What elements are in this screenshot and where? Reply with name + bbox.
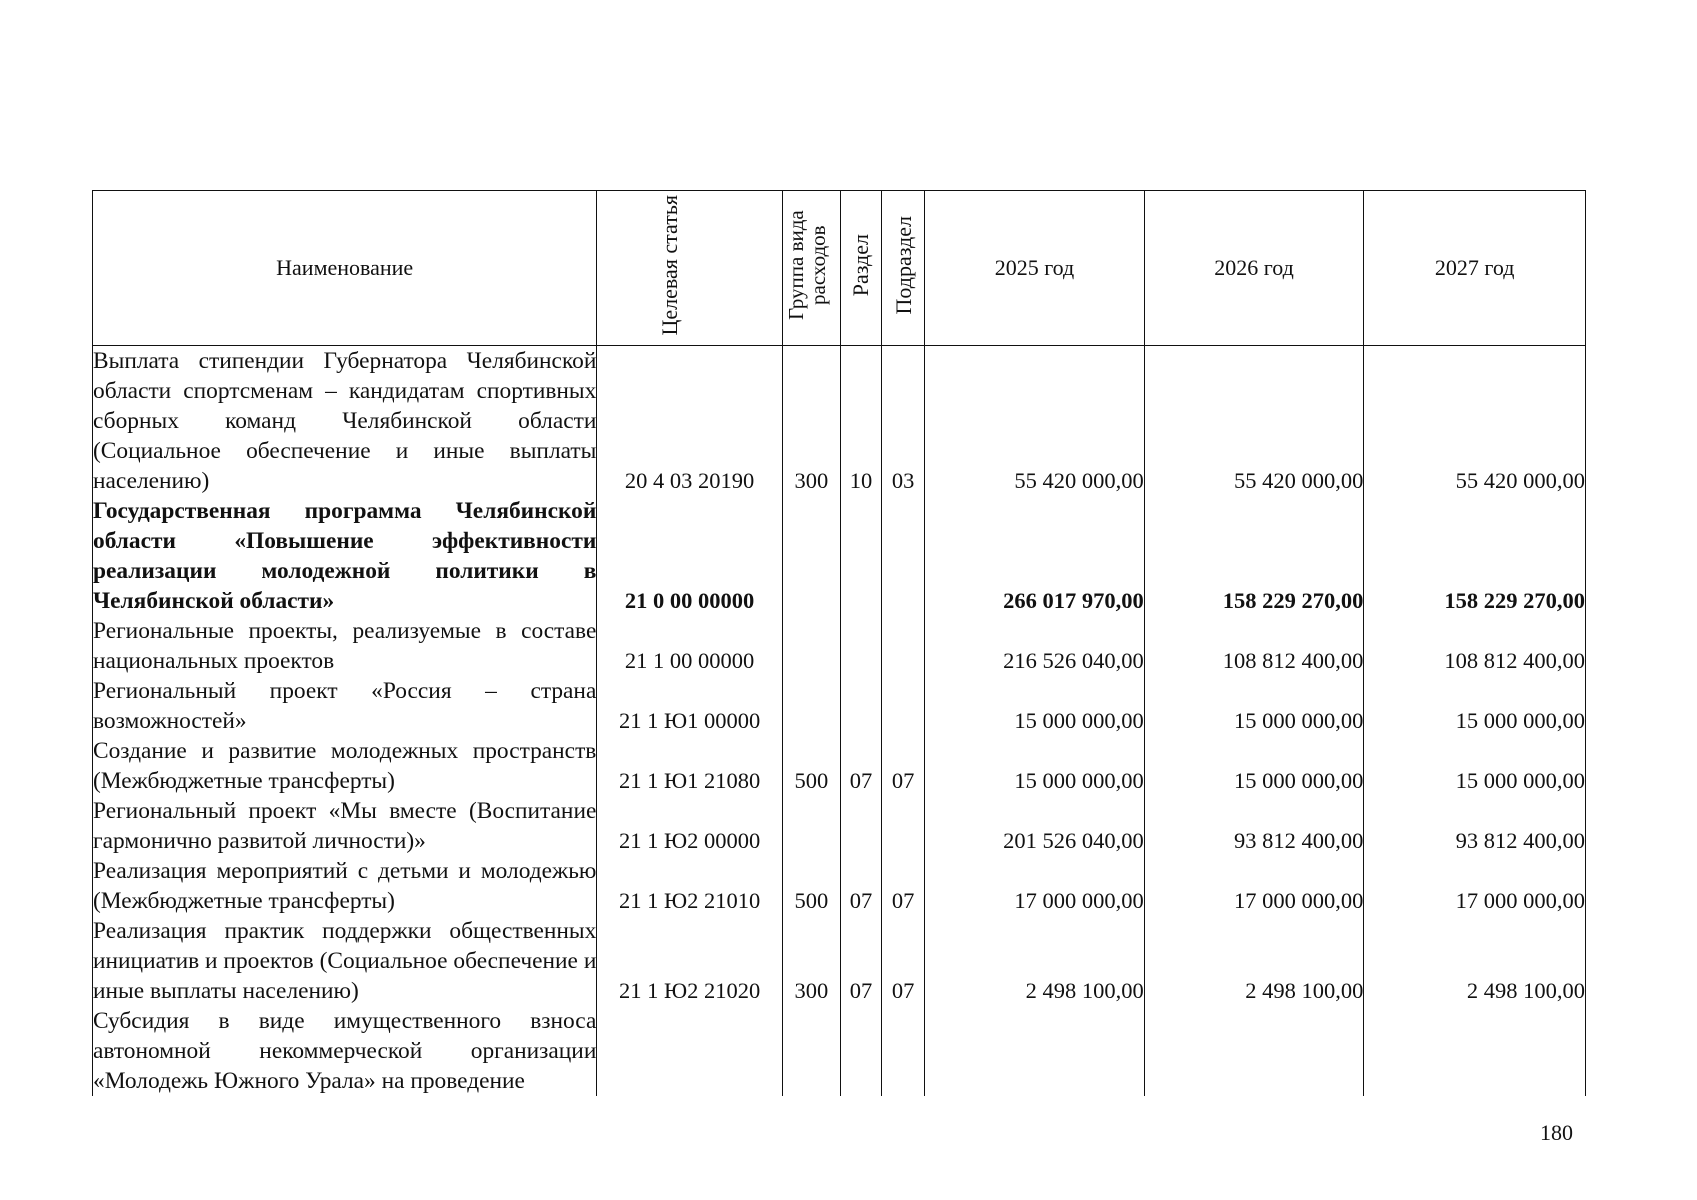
row-2025: 2 498 100,00: [925, 916, 1145, 1006]
row-subsection: 07: [882, 856, 925, 916]
row-name: Региональный проект «Россия – страна возможностей»: [93, 678, 597, 734]
row-target-article: 21 1 Ю2 00000: [597, 796, 782, 856]
row-section: [840, 796, 881, 856]
row-2025: 55 420 000,00: [925, 346, 1145, 497]
row-name: Реализация практик поддержки общественных инициатив и проектов (Социальное обеспечение и иные выплаты населению): [93, 918, 597, 1004]
header-expense-group-label: Группа вида расходов: [784, 210, 831, 320]
row-target-article: 21 1 Ю2 21010: [597, 856, 782, 916]
table-row: [93, 796, 1586, 856]
header-expense-group: [782, 191, 840, 346]
page-number: 180: [1540, 1120, 1573, 1145]
header-2027: 2027 год: [1364, 191, 1586, 346]
row-2026: 55 420 000,00: [1144, 346, 1364, 497]
row-2025: 201 526 040,00: [925, 796, 1145, 856]
table-row: [93, 736, 1586, 796]
row-section: [840, 676, 881, 736]
row-name: Региональный проект «Мы вместе (Воспитание гармонично развитой личности)»: [93, 798, 597, 854]
header-section: [840, 191, 881, 346]
row-subsection: 03: [882, 346, 925, 497]
row-expense-group: 300: [782, 346, 840, 497]
row-2027: 108 812 400,00: [1364, 616, 1586, 676]
row-section: [840, 496, 881, 616]
row-2026: 15 000 000,00: [1144, 736, 1364, 796]
row-subsection: [882, 496, 925, 616]
row-2025: 266 017 970,00: [925, 496, 1145, 616]
table-row: [93, 676, 1586, 736]
header-target-article-label: Целевая статья: [656, 194, 682, 336]
row-2027: 93 812 400,00: [1364, 796, 1586, 856]
table-row: [93, 856, 1586, 916]
header-name: Наименование: [93, 191, 597, 346]
row-section: 10: [840, 346, 881, 497]
table-header-row: [93, 191, 1586, 346]
header-target-article: [597, 191, 782, 346]
row-2026: 15 000 000,00: [1144, 676, 1364, 736]
row-2025: 216 526 040,00: [925, 616, 1145, 676]
row-2025: [925, 1006, 1145, 1096]
row-2026: 108 812 400,00: [1144, 616, 1364, 676]
row-2026: 17 000 000,00: [1144, 856, 1364, 916]
row-2027: 15 000 000,00: [1364, 676, 1586, 736]
row-section: 07: [840, 916, 881, 1006]
header-2026: 2026 год: [1144, 191, 1364, 346]
row-subsection: 07: [882, 736, 925, 796]
header-subsection-label: Подраздел: [890, 215, 916, 315]
row-name: Выплата стипендии Губернатора Челябинской области спортсменам – кандидатам спортивных сборных команд Челябинской области (Социальное обеспечение и иные выплаты населению): [93, 346, 597, 497]
row-2025: 17 000 000,00: [925, 856, 1145, 916]
row-expense-group: 500: [782, 736, 840, 796]
row-expense-group: 500: [782, 856, 840, 916]
row-expense-group: [782, 1006, 840, 1096]
row-expense-group: 300: [782, 916, 840, 1006]
header-section-label: Раздел: [848, 233, 874, 297]
table-row: [93, 1006, 1586, 1096]
row-2026: 158 229 270,00: [1144, 496, 1364, 616]
table-row: [93, 496, 1586, 616]
row-2027: 55 420 000,00: [1364, 346, 1586, 497]
row-2026: 2 498 100,00: [1144, 916, 1364, 1006]
row-subsection: [882, 676, 925, 736]
row-name: Реализация мероприятий с детьми и молодежью (Межбюджетные трансферты): [93, 858, 597, 914]
row-2027: 2 498 100,00: [1364, 916, 1586, 1006]
row-section: 07: [840, 736, 881, 796]
row-2026: 93 812 400,00: [1144, 796, 1364, 856]
row-name: Региональные проекты, реализуемые в составе национальных проектов: [93, 618, 597, 674]
row-expense-group: [782, 616, 840, 676]
row-expense-group: [782, 796, 840, 856]
row-target-article: 21 0 00 00000: [597, 496, 782, 616]
row-subsection: [882, 1006, 925, 1096]
row-subsection: 07: [882, 916, 925, 1006]
row-name: Субсидия в виде имущественного взноса автономной некоммерческой организации «Молодежь Южного Урала» на проведение: [93, 1008, 597, 1094]
row-2025: 15 000 000,00: [925, 736, 1145, 796]
row-name: Создание и развитие молодежных пространств (Межбюджетные трансферты): [93, 738, 597, 794]
row-target-article: 21 1 Ю2 21020: [597, 916, 782, 1006]
row-2027: 15 000 000,00: [1364, 736, 1586, 796]
row-name: Государственная программа Челябинской области «Повышение эффективности реализации молодежной политики в Челябинской области»: [93, 498, 597, 614]
row-target-article: [597, 1006, 782, 1096]
row-target-article: 21 1 Ю1 21080: [597, 736, 782, 796]
row-2027: 17 000 000,00: [1364, 856, 1586, 916]
table-row: [93, 916, 1586, 1006]
table-row: [93, 346, 1586, 497]
row-section: 07: [840, 856, 881, 916]
row-target-article: 21 1 Ю1 00000: [597, 676, 782, 736]
row-expense-group: [782, 676, 840, 736]
row-2027: [1364, 1006, 1586, 1096]
table-row: [93, 616, 1586, 676]
row-section: [840, 1006, 881, 1096]
row-2025: 15 000 000,00: [925, 676, 1145, 736]
header-subsection: [882, 191, 925, 346]
row-expense-group: [782, 496, 840, 616]
row-subsection: [882, 796, 925, 856]
budget-table: [92, 190, 1586, 1096]
header-2025: 2025 год: [925, 191, 1145, 346]
row-target-article: 21 1 00 00000: [597, 616, 782, 676]
row-2027: 158 229 270,00: [1364, 496, 1586, 616]
row-target-article: 20 4 03 20190: [597, 346, 782, 497]
row-2026: [1144, 1006, 1364, 1096]
row-subsection: [882, 616, 925, 676]
row-section: [840, 616, 881, 676]
